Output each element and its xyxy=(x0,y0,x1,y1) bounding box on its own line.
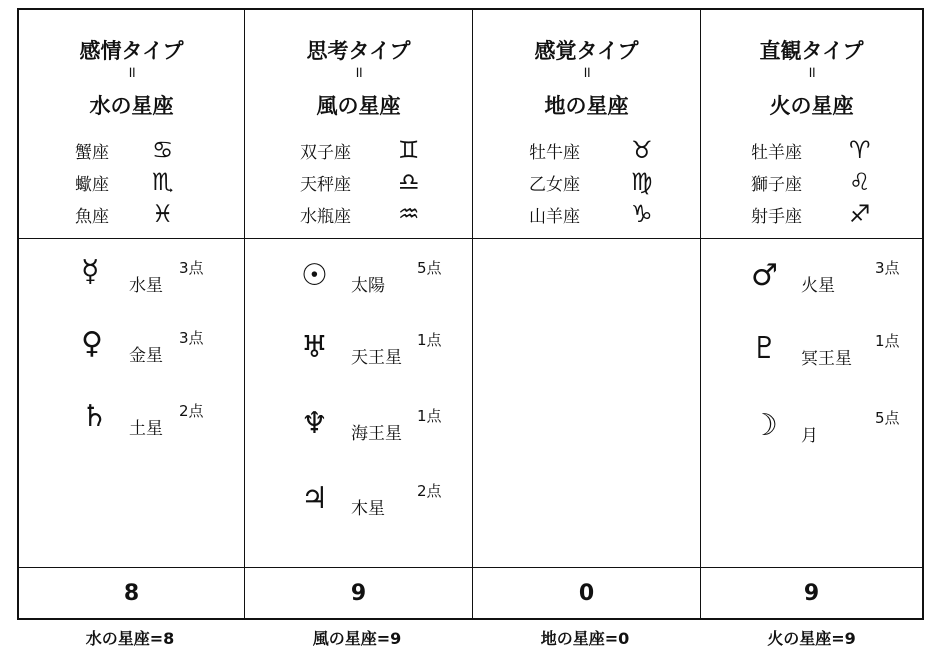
planet-name: 冥王星 xyxy=(801,349,852,369)
virgo-icon: ♍︎ xyxy=(631,168,653,196)
sign-name: 射手座 xyxy=(751,207,802,227)
planet-entry xyxy=(245,258,472,301)
sign-name: 獅子座 xyxy=(751,175,802,195)
sign-name: 山羊座 xyxy=(529,207,580,227)
header-cell-water xyxy=(19,10,245,239)
equals-mark: ॥ xyxy=(582,63,591,81)
element-label: 水の星座 xyxy=(89,94,174,118)
leo-icon: ♌︎ xyxy=(849,168,871,196)
mars-icon: ♂ xyxy=(751,258,778,293)
sign-row xyxy=(19,138,244,168)
planet-entry xyxy=(701,331,922,374)
header-cell-earth xyxy=(473,10,701,239)
pluto-icon: ♇ xyxy=(751,331,778,366)
sign-name: 牡牛座 xyxy=(529,143,580,163)
planet-entry xyxy=(19,326,244,369)
scorpio-icon: ♏︎ xyxy=(152,168,174,196)
aries-icon: ♈︎ xyxy=(849,136,871,164)
planet-name: 月 xyxy=(801,426,818,446)
sign-name: 蟹座 xyxy=(75,143,109,163)
summary-air: 風の星座=9 xyxy=(312,629,402,648)
planet-points: 1点 xyxy=(875,332,900,350)
planet-points: 3点 xyxy=(875,259,900,277)
type-label: 直観タイプ xyxy=(759,39,864,63)
planet-points: 3点 xyxy=(179,259,204,277)
total-cell-earth xyxy=(473,568,701,618)
planets-cell-air xyxy=(245,239,473,568)
equals-mark: ॥ xyxy=(127,63,136,81)
type-label: 感覚タイプ xyxy=(534,39,639,63)
total-cell-fire xyxy=(701,568,922,618)
sign-name: 水瓶座 xyxy=(300,207,351,227)
sign-row xyxy=(19,202,244,232)
aquarius-icon: ♒︎ xyxy=(398,200,420,228)
element-label: 風の星座 xyxy=(316,94,401,118)
sign-row xyxy=(701,170,922,200)
sign-name: 天秤座 xyxy=(300,175,351,195)
summary-fire: 火の星座=9 xyxy=(767,629,856,648)
total-cell-water xyxy=(19,568,245,618)
planet-entry xyxy=(19,254,244,297)
planet-points: 2点 xyxy=(417,482,442,500)
planet-name: 海王星 xyxy=(351,424,402,444)
planet-name: 木星 xyxy=(351,499,385,519)
total-cell-air xyxy=(245,568,473,618)
total-value: 0 xyxy=(578,580,595,606)
planet-points: 1点 xyxy=(417,407,442,425)
summary-earth: 地の星座=0 xyxy=(540,629,630,648)
total-value: 8 xyxy=(123,580,140,606)
planets-cell-water xyxy=(19,239,245,568)
planet-name: 水星 xyxy=(129,276,163,296)
element-label: 地の星座 xyxy=(544,94,629,118)
gemini-icon: ♊︎ xyxy=(398,136,420,164)
sign-name: 乙女座 xyxy=(529,175,580,195)
planet-points: 5点 xyxy=(875,409,900,427)
total-value: 9 xyxy=(350,580,367,606)
planet-name: 土星 xyxy=(129,419,163,439)
equals-mark: ॥ xyxy=(807,63,816,81)
sign-name: 魚座 xyxy=(75,207,109,227)
planet-points: 3点 xyxy=(179,329,204,347)
mercury-icon: ☿ xyxy=(81,254,100,289)
header-cell-fire xyxy=(701,10,922,239)
sign-row xyxy=(245,170,472,200)
planet-entry xyxy=(19,399,244,442)
element-label: 火の星座 xyxy=(769,94,854,118)
planet-points: 5点 xyxy=(417,259,442,277)
planets-cell-earth xyxy=(473,239,701,568)
pisces-icon: ♓︎ xyxy=(152,200,174,228)
libra-icon: ♎︎ xyxy=(398,168,420,196)
header-cell-air xyxy=(245,10,473,239)
moon-icon: ☽ xyxy=(751,408,778,443)
sign-name: 牡羊座 xyxy=(751,143,802,163)
summary-water: 水の星座=8 xyxy=(85,629,175,648)
equals-mark: ॥ xyxy=(354,63,363,81)
type-label: 感情タイプ xyxy=(79,39,184,63)
uranus-icon: ♅ xyxy=(301,330,328,365)
sign-row xyxy=(245,202,472,232)
sign-name: 蠍座 xyxy=(75,175,109,195)
type-label: 思考タイプ xyxy=(306,39,411,63)
planet-entry xyxy=(701,408,922,451)
element-type-table xyxy=(17,8,924,620)
sign-row xyxy=(245,138,472,168)
cancer-icon: ♋︎ xyxy=(152,136,174,164)
planet-entry xyxy=(245,330,472,373)
planet-entry xyxy=(245,406,472,449)
sign-name: 双子座 xyxy=(300,143,351,163)
planet-name: 太陽 xyxy=(351,276,385,296)
planet-entry xyxy=(245,481,472,524)
total-value: 9 xyxy=(803,580,820,606)
neptune-icon: ♆ xyxy=(301,406,328,441)
planet-name: 金星 xyxy=(129,346,163,366)
sign-row xyxy=(19,170,244,200)
planet-points: 1点 xyxy=(417,331,442,349)
planet-entry xyxy=(701,258,922,301)
sun-icon: ☉ xyxy=(301,258,328,293)
sign-row xyxy=(473,170,700,200)
planets-cell-fire xyxy=(701,239,922,568)
taurus-icon: ♉︎ xyxy=(631,136,653,164)
planet-name: 火星 xyxy=(801,276,835,296)
planet-name: 天王星 xyxy=(351,348,402,368)
venus-icon: ♀ xyxy=(81,326,103,361)
sign-row xyxy=(701,138,922,168)
saturn-icon: ♄ xyxy=(81,399,108,434)
sign-row xyxy=(473,138,700,168)
jupiter-icon: ♃ xyxy=(301,481,328,516)
sign-row xyxy=(701,202,922,232)
sagittarius-icon: ♐︎ xyxy=(849,200,871,228)
capricorn-icon: ♑︎ xyxy=(631,200,653,228)
planet-points: 2点 xyxy=(179,402,204,420)
sign-row xyxy=(473,202,700,232)
